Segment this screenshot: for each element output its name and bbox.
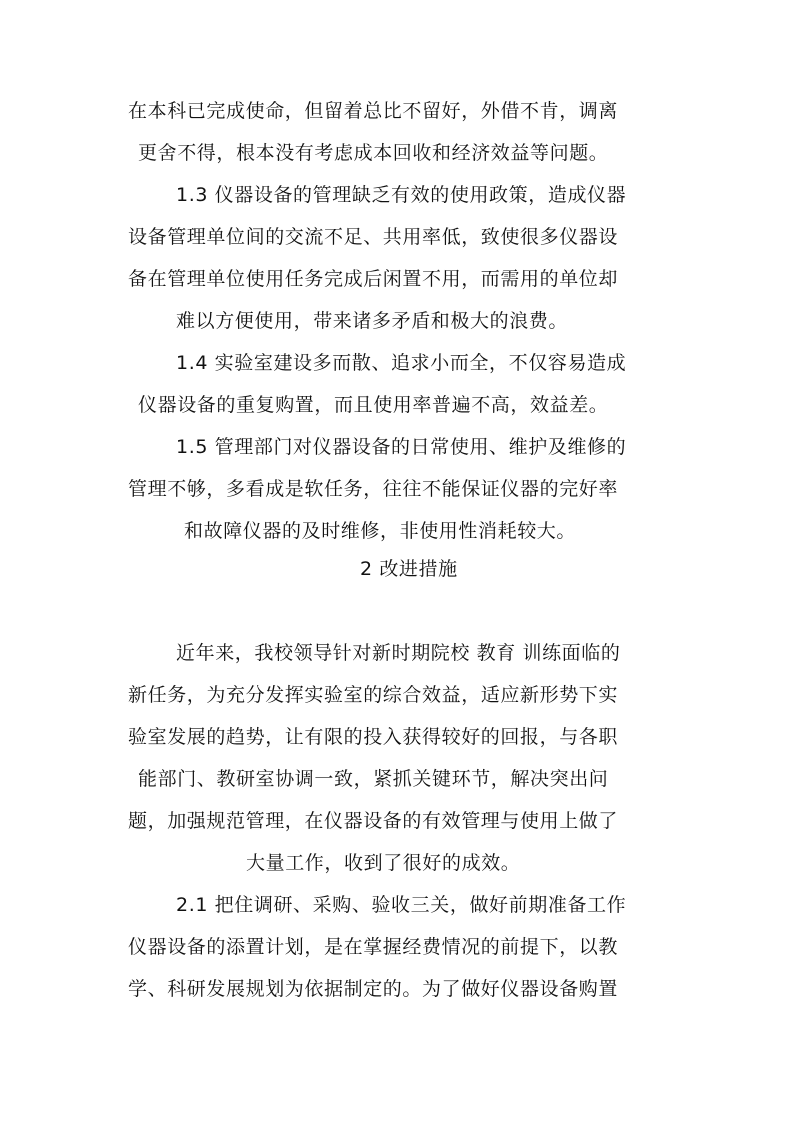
text-line: 设备管理单位间的交流不足、共用率低，致使很多仪器设 [128,226,619,248]
paragraph-intro-start: 近年来，我校领导针对新时期院校 教育 训练面临的 [176,642,621,664]
text-line: 新任务，为充分发挥实验室的综合效益，适应新形势下实 [128,684,619,706]
text-line: 管理不够，多看成是软任务，往往不能保证仪器的完好率 [128,478,619,500]
text-line: 仪器设备的添置计划，是在掌握经费情况的前提下，以教 [128,936,619,958]
text-line: 仪器设备的重复购置，而且使用率普遍不高，效益差。 [138,394,609,416]
paragraph-1-4-start: 1.4 实验室建设多而散、追求小而全，不仅容易造成 [176,352,627,374]
text-line: 学、科研发展规划为依据制定的。为了做好仪器设备购置 [128,978,619,1000]
section-heading: 2 改进措施 [360,558,458,580]
paragraph-1-3-start: 1.3 仪器设备的管理缺乏有效的使用政策，造成仪器 [176,184,627,206]
text-line: 能部门、教研室协调一致，紧抓关键环节，解决突出问 [138,768,609,790]
text-line: 大量工作，收到了很好的成效。 [246,852,521,874]
text-line: 在本科已完成使命，但留着总比不留好，外借不肯，调离 [128,100,619,122]
text-line: 备在管理单位使用任务完成后闲置不用，而需用的单位却 [128,268,619,290]
paragraph-2-1-start: 2.1 把住调研、采购、验收三关，做好前期准备工作 [176,894,627,916]
text-line: 和故障仪器的及时维修，非使用性消耗较大。 [184,520,577,542]
paragraph-1-5-start: 1.5 管理部门对仪器设备的日常使用、维护及维修的 [176,436,627,458]
text-line: 验室发展的趋势，让有限的投入获得较好的回报，与各职 [128,726,619,748]
text-line: 难以方便使用，带来诸多矛盾和极大的浪费。 [176,310,569,332]
text-line: 更舍不得，根本没有考虑成本回收和经济效益等问题。 [138,142,609,164]
text-line: 题，加强规范管理，在仪器设备的有效管理与使用上做了 [128,810,619,832]
